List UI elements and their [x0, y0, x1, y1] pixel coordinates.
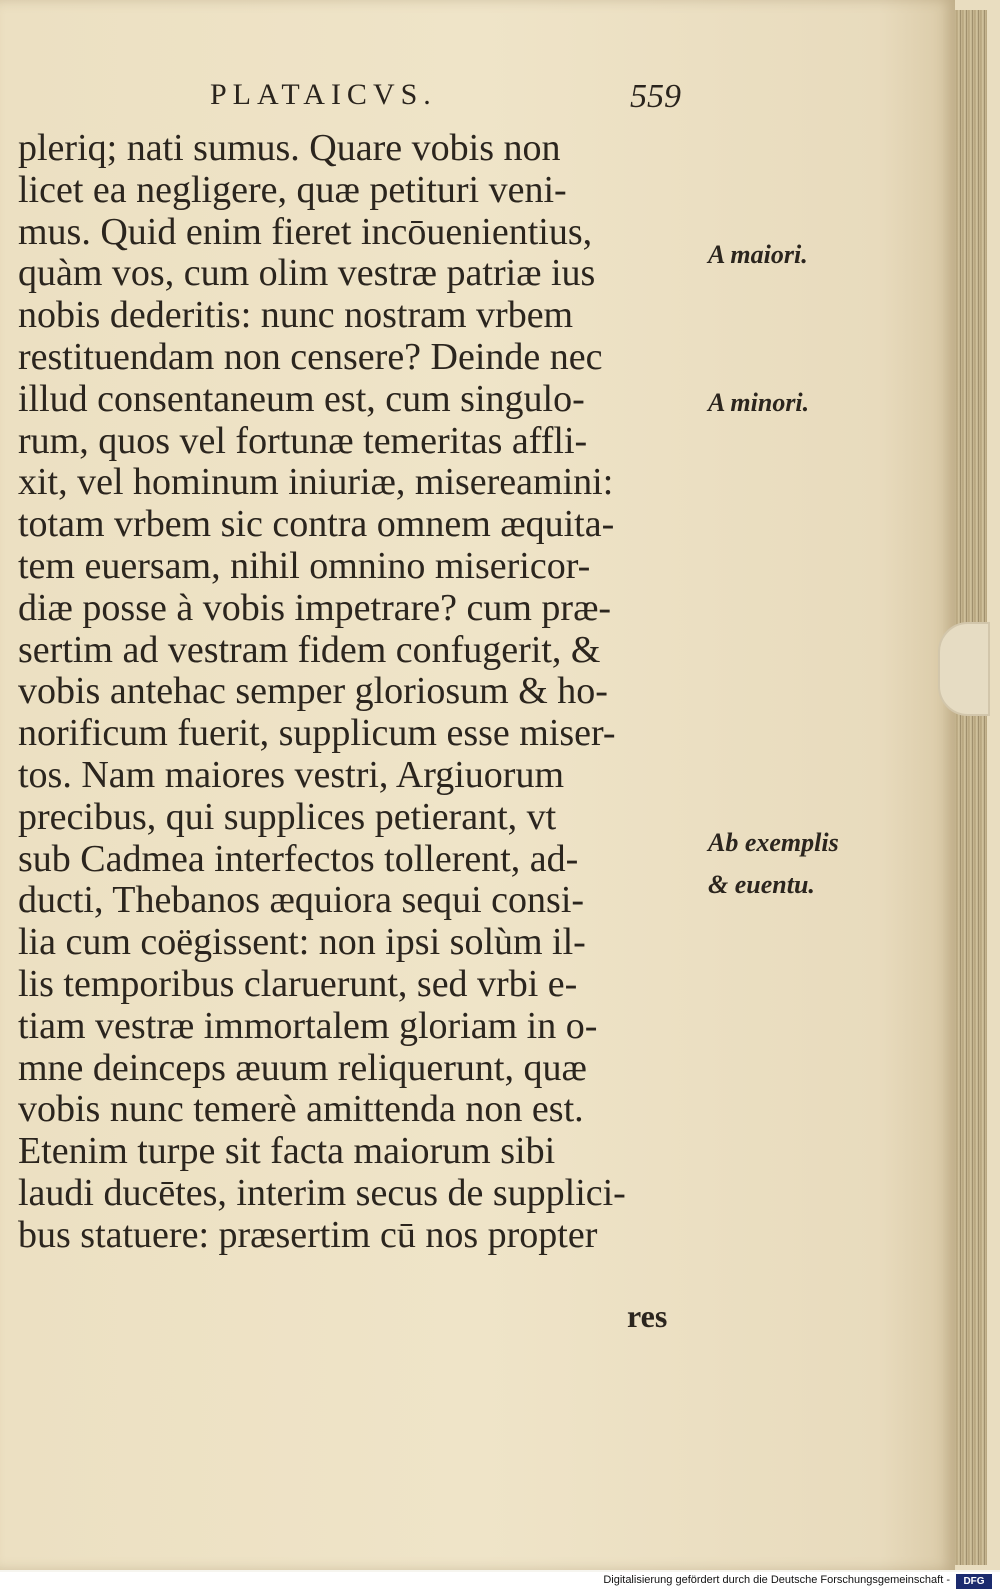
text-line: tem euersam, nihil omnino misericor-	[18, 545, 591, 587]
page-number: 559	[630, 78, 681, 115]
main-text-block	[18, 128, 708, 1257]
text-line: bus statuere: præsertim cū nos propter	[18, 1214, 598, 1256]
text-line: diæ posse à vobis impetrare? cum præ-	[18, 587, 612, 629]
text-line: quàm vos, cum olim vestræ patriæ ius	[18, 253, 596, 295]
text-line: mne deinceps æuum reliquerunt, quæ	[18, 1047, 587, 1089]
marginal-note-euentu: & euentu.	[708, 870, 815, 899]
text-line: lis temporibus claruerunt, sed vrbi e-	[18, 963, 578, 1005]
marginal-note-a-maiori: A maiori.	[708, 240, 808, 269]
text-line: ducti, Thebanos æquiora sequi consi-	[18, 880, 585, 922]
marginal-note-a-minori: A minori.	[708, 388, 810, 417]
catchword: res	[627, 1298, 668, 1334]
text-line: illud consentaneum est, cum singulo-	[18, 378, 585, 420]
text-line: pleriq; nati sumus. Quare vobis non	[18, 128, 561, 169]
digitization-footer	[0, 1572, 1000, 1592]
text-line: vobis nunc temerè amittenda non est.	[18, 1089, 584, 1131]
text-line: precibus, qui supplices petierant, vt	[18, 796, 557, 838]
text-line: Etenim turpe sit facta maiorum sibi	[18, 1131, 556, 1173]
text-line: tiam vestræ immortalem gloriam in o-	[18, 1005, 598, 1047]
text-line: sertim ad vestram fidem confugerit, &	[18, 629, 601, 671]
text-line: mus. Quid enim fieret incōuenientius,	[18, 211, 593, 253]
text-line: nobis dederitis: nunc nostram vrbem	[18, 295, 574, 337]
text-line: sub Cadmea interfectos tollerent, ad-	[18, 838, 579, 880]
text-line: laudi ducētes, interim secus de supplici-	[18, 1172, 626, 1214]
running-head: PLATAICVS.	[210, 78, 437, 111]
text-line: tos. Nam maiores vestri, Argiuorum	[18, 754, 565, 796]
text-line: vobis antehac semper gloriosum & ho-	[18, 671, 608, 713]
page-edges	[955, 10, 987, 1565]
text-line: restituendam non censere? Deinde nec	[18, 336, 603, 378]
text-line: norificum fuerit, supplicum esse miser-	[18, 713, 616, 755]
text-line: xit, vel hominum iniuriæ, misereamini:	[18, 462, 614, 504]
text-line: rum, quos vel fortunæ temeritas affli-	[18, 420, 588, 462]
text-line: totam vrbem sic contra omnem æquita-	[18, 504, 615, 546]
text-line: licet ea negligere, quæ petituri veni-	[18, 169, 567, 211]
funding-credit: Digitalisierung gefördert durch die Deutsche Forschungsgemeinschaft -	[603, 1574, 950, 1586]
dfg-logo: DFG	[956, 1574, 992, 1589]
page-header	[210, 78, 710, 118]
marginal-note-ab-exemplis: Ab exemplis	[708, 828, 839, 857]
page-clip-tab	[938, 622, 990, 716]
text-line: lia cum coëgissent: non ipsi solùm il-	[18, 922, 586, 964]
